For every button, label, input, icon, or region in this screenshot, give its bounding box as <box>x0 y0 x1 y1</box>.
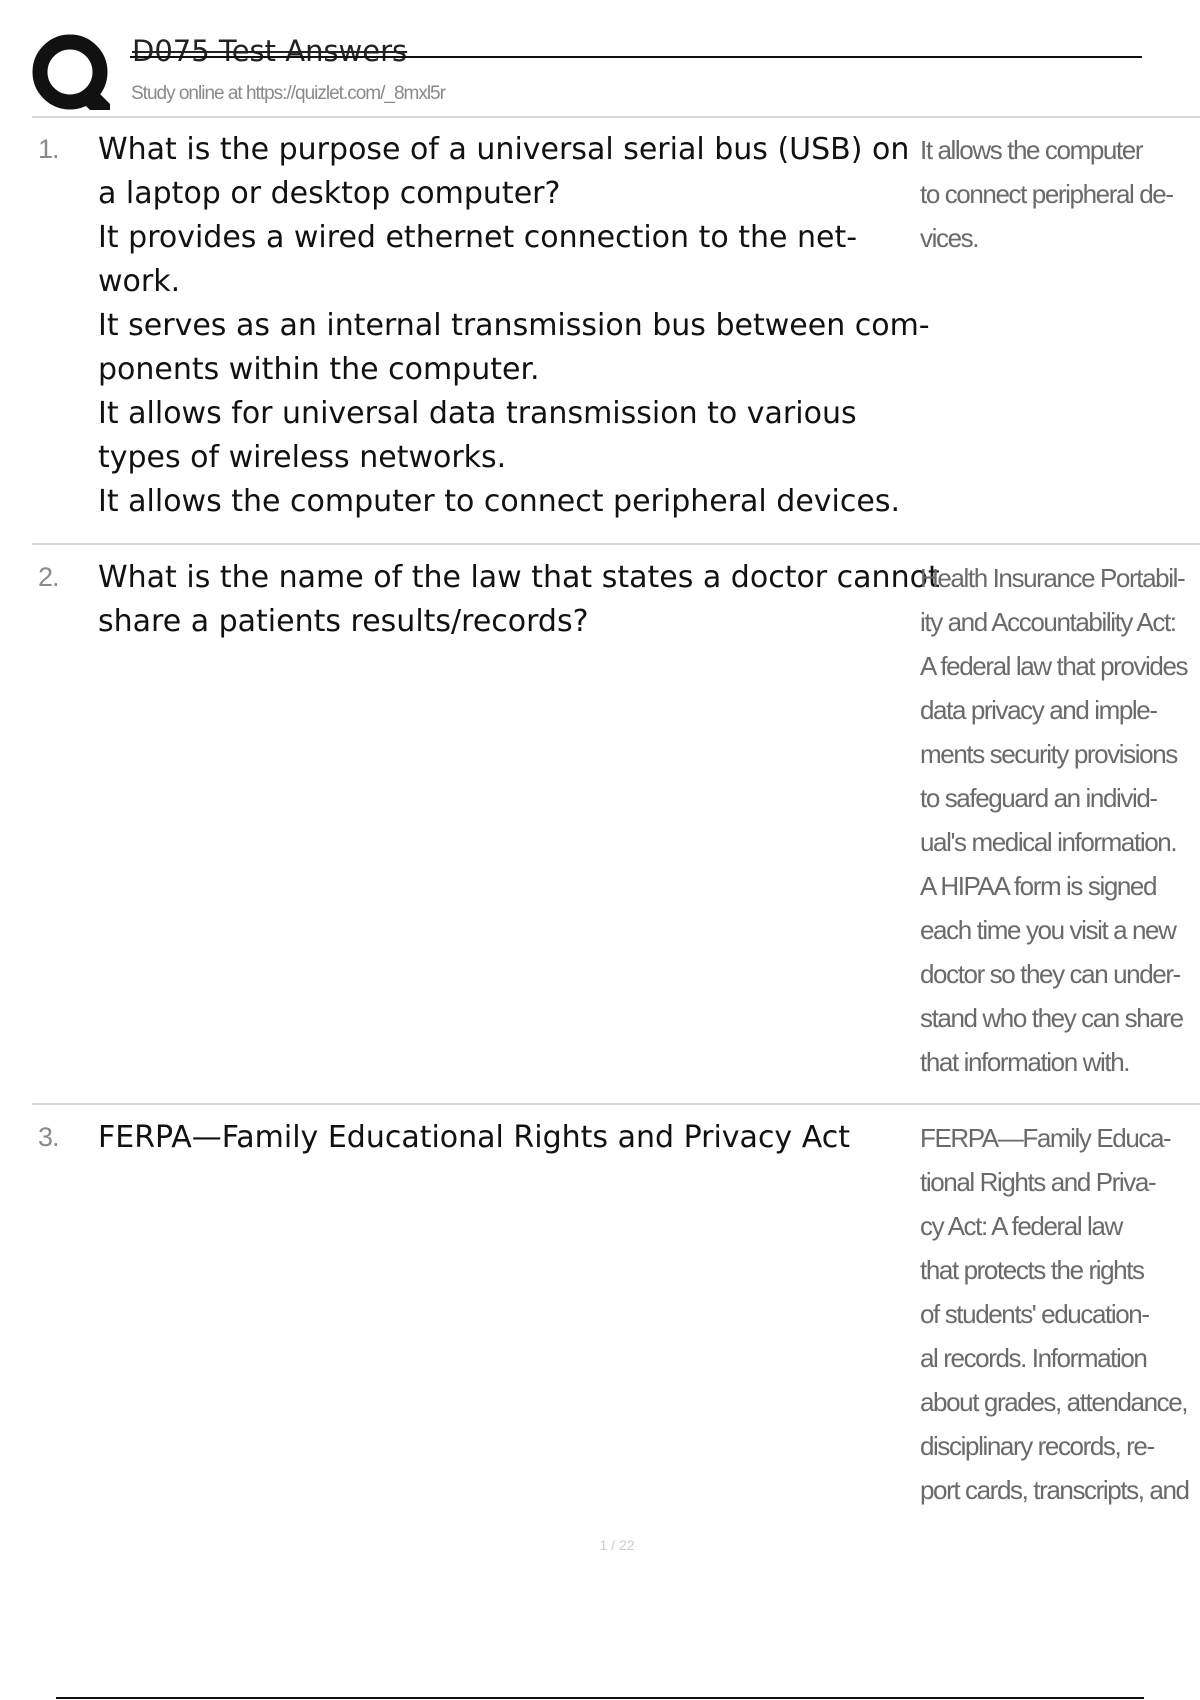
answer-line: of students' education- <box>920 1299 1149 1329</box>
answer-line: Health Insurance Portabil- <box>920 563 1185 593</box>
card-answer <box>920 556 1195 1084</box>
answer-line: cy Act: A federal law <box>920 1211 1122 1241</box>
question-line: work. <box>98 264 181 299</box>
answer-line: ual's medical information. <box>920 827 1177 857</box>
question-line: FERPA—Family Educational Rights and Privacy Act <box>98 1120 850 1155</box>
card-divider <box>32 543 1200 545</box>
question-line: ponents within the computer. <box>98 352 540 387</box>
question-line: It serves as an internal transmission bus between com- <box>98 308 930 343</box>
page-title: D075 Test Answers <box>132 34 408 68</box>
answer-line: FERPA—Family Educa- <box>920 1123 1171 1153</box>
answer-line: disciplinary records, re- <box>920 1431 1154 1461</box>
card-number: 3. <box>38 1122 59 1152</box>
question-line: types of wireless networks. <box>98 440 507 475</box>
question-line: What is the name of the law that states a doctor cannot <box>98 560 940 595</box>
answer-line: that protects the rights <box>920 1255 1144 1285</box>
answer-line: each time you visit a new <box>920 915 1176 945</box>
card-question <box>98 1116 914 1160</box>
answer-line: to safeguard an individ- <box>920 783 1157 813</box>
page-number: 1 / 22 <box>599 1537 635 1553</box>
question-line: It provides a wired ethernet connection to the net- <box>98 220 858 255</box>
answer-line: doctor so they can under- <box>920 959 1180 989</box>
card-question <box>98 128 930 524</box>
answer-line: al records. Information <box>920 1343 1147 1373</box>
answer-line: A HIPAA form is signed <box>920 871 1157 901</box>
answer-line: vices. <box>920 223 979 253</box>
answer-line: data privacy and imple- <box>920 695 1157 725</box>
answer-line: ments security provisions <box>920 739 1177 769</box>
answer-line: It allows the computer <box>920 135 1143 165</box>
card-answer <box>920 128 1195 260</box>
card-divider <box>32 1103 1200 1105</box>
answer-line: A federal law that provides <box>920 651 1188 681</box>
answer-line: to connect peripheral de- <box>920 179 1173 209</box>
quizlet-logo-icon <box>32 34 110 112</box>
answer-line: port cards, transcripts, and <box>920 1475 1189 1505</box>
question-line: share a patients results/records? <box>98 604 589 639</box>
question-line: a laptop or desktop computer? <box>98 176 561 211</box>
footer-rule <box>56 1697 1144 1699</box>
title-rule <box>130 56 1142 58</box>
answer-line: that information with. <box>920 1047 1130 1077</box>
answer-line: ity and Accountability Act: <box>920 607 1176 637</box>
study-online-link[interactable]: Study online at https://quizlet.com/_8mxl5r <box>131 83 445 104</box>
card-number: 2. <box>38 562 59 592</box>
question-line: It allows for universal data transmission to various <box>98 396 857 431</box>
card-question <box>98 556 940 644</box>
answer-line: about grades, attendance, <box>920 1387 1188 1417</box>
card-number: 1. <box>38 134 59 164</box>
header-divider <box>32 116 1200 118</box>
answer-line: tional Rights and Priva- <box>920 1167 1156 1197</box>
answer-line: stand who they can share <box>920 1003 1183 1033</box>
question-line: It allows the computer to connect peripheral devices. <box>98 484 901 519</box>
card-answer <box>920 1116 1195 1512</box>
question-line: What is the purpose of a universal serial bus (USB) on <box>98 132 910 167</box>
